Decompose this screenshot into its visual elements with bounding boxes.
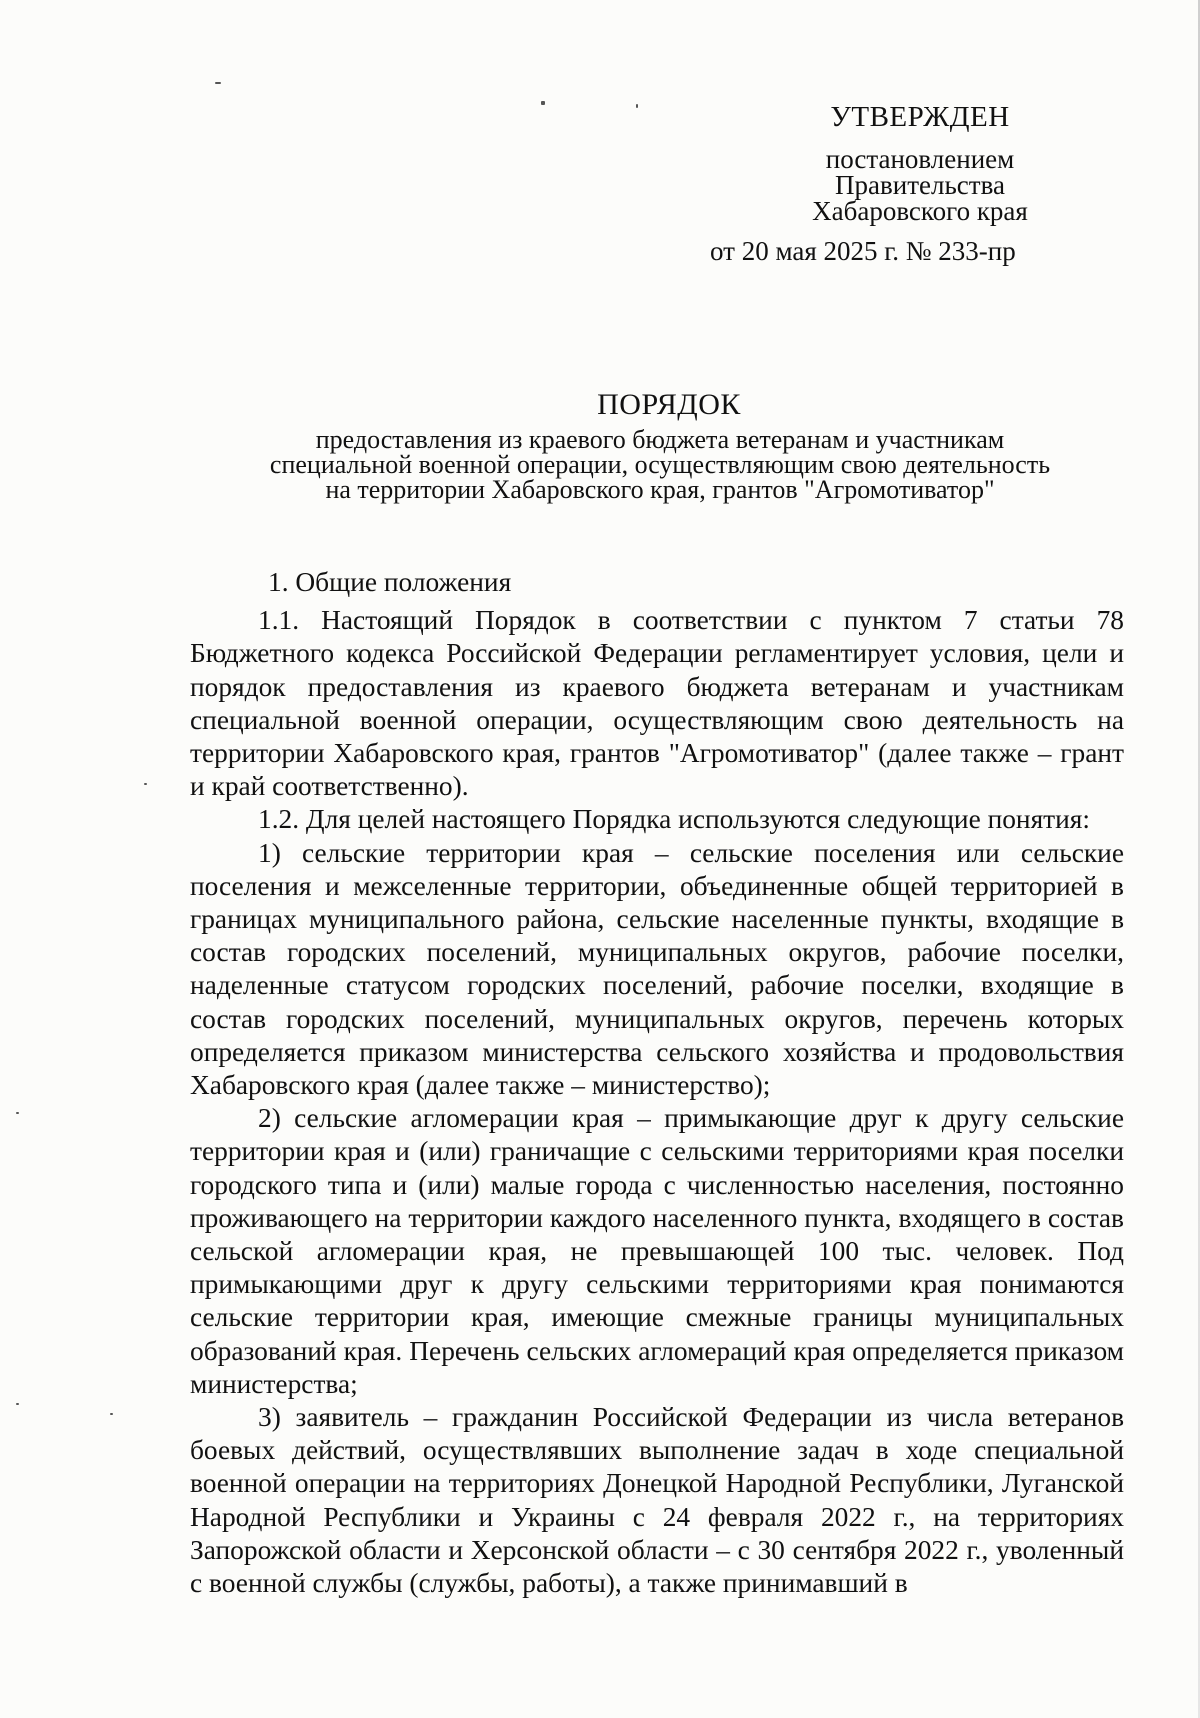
- approval-line-2: Правительства: [835, 170, 1005, 200]
- scan-speck: [215, 82, 221, 84]
- scan-speck: [541, 101, 545, 105]
- paragraph-1-2: 1.2. Для целей настоящего Порядка используются следующие понятия:: [258, 804, 1091, 835]
- scan-speck: [16, 1112, 19, 1114]
- scan-speck: [110, 1413, 113, 1415]
- document-title: ПОРЯДОК: [597, 388, 741, 421]
- document-subtitle: [230, 427, 1090, 502]
- section-heading: 1. Общие положения: [268, 567, 512, 597]
- approval-line-1: постановлением: [825, 144, 1015, 174]
- scan-speck: [144, 783, 147, 785]
- subtitle-line-1: предоставления из краевого бюджета ветеранам и участникам: [315, 425, 1005, 454]
- approval-stamp: [710, 101, 1100, 266]
- subtitle-line-2: специальной военной операции, осуществляющим свою деятельность: [269, 450, 1051, 479]
- paragraph-1-1: 1.1. Настоящий Порядок в соответствии с пунктом 7 статьи 78 Бюджетного кодекса Российской Федерации регламентирует условия, цели и порядок предоставления из краевого бюджета ветеранам и участникам специальной военной операции, осуществляющим свою деятельность на территории Хабаровского края, грантов "Агромотиватор" (далее также – грант и край соответственно).: [190, 605, 1124, 802]
- scan-speck: [16, 1403, 19, 1405]
- paragraph-item-1: 1) сельские территории края – сельские поселения или сельские поселения и межселенные территории, объединенные общей территорией в границах муниципального района, сельские населенные пункты, входящие в состав городских поселений, муниципальных округов, рабочие поселки, наделенные статусом городских поселений, рабочие поселки, входящие в состав городских поселений, муниципальных округов, перечень которых определяется приказом министерства сельского хозяйства и продовольствия Хабаровского края (далее также – министерство);: [190, 837, 1124, 1101]
- approval-title: УТВЕРЖДЕН: [830, 101, 1010, 133]
- approval-date: от 20 мая 2025 г. № 233-пр: [710, 236, 1016, 266]
- approval-line-3: Хабаровского края: [812, 196, 1028, 226]
- subtitle-line-3: на территории Хабаровского края, грантов "Агромотиватор": [325, 475, 995, 504]
- paragraph-item-2: 2) сельские агломерации края – примыкающие друг к другу сельские территории края и (или) граничащие с сельскими территориями края поселки городского типа и (или) малые города с численностью населения, постоянно проживающего на территории каждого населенного пункта, входящего в состав сельской агломерации края, не превышающей 100 тыс. человек. Под примыкающими друг к другу сельскими территориями края понимаются сельские территории края, имеющие смежные границы муниципальных образований края. Перечень сельских агломераций края определяется приказом министерства;: [190, 1103, 1124, 1399]
- paragraph-item-3: 3) заявитель – гражданин Российской Федерации из числа ветеранов боевых действий, осуществлявших выполнение задач в ходе специальной военной операции на территориях Донецкой Народной Республики, Луганской Народной Республики и Украины с 24 февраля 2022 г., на территориях Запорожской области и Херсонской области – с 30 сентября 2022 г., уволенный с военной службы (службы, работы), а также принимавший в: [190, 1402, 1124, 1599]
- scan-speck: [636, 104, 638, 108]
- document-body: [190, 566, 1124, 1600]
